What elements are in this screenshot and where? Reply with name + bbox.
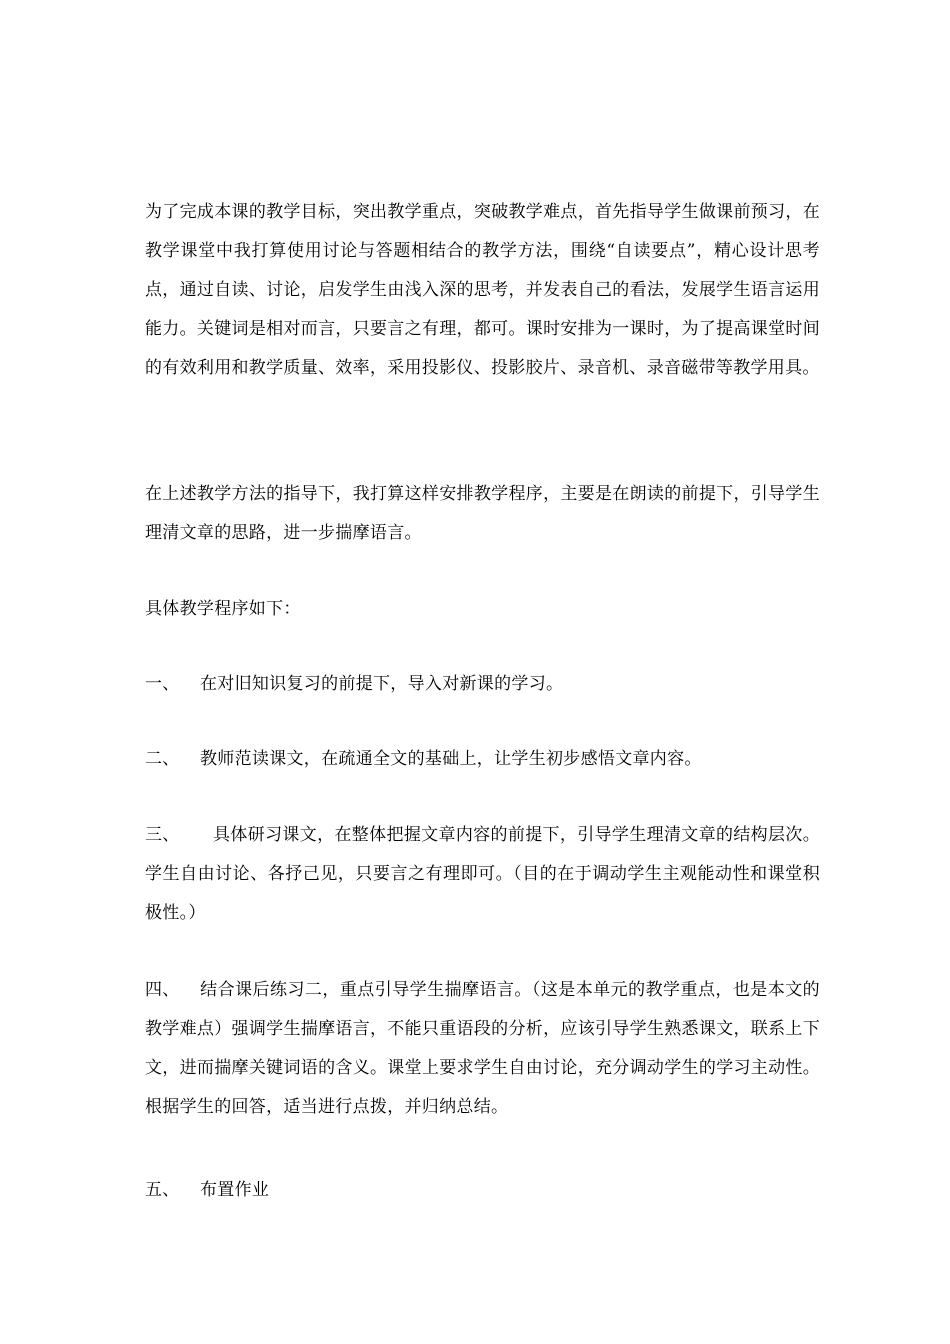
step-text: 具体研习课文，在整体把握文章内容的前提下，引导学生理清文章的结构层次。学生自由讨论、各抒己见，只要言之有理即可。（目的在于调动学生主观能动性和课堂积极性。） xyxy=(145,825,820,923)
step-number: 一、 xyxy=(145,674,180,694)
step-item-5 xyxy=(145,1171,820,1210)
step-number: 二、 xyxy=(145,749,180,769)
method-paragraph: 在上述教学方法的指导下，我打算这样安排教学程序，主要是在朗读的前提下，引导学生理清文章的思路，进一步揣摩语言。 xyxy=(145,484,820,543)
step-number: 四、 xyxy=(145,980,180,1000)
procedure-heading: 具体教学程序如下： xyxy=(145,599,301,619)
step-item-3 xyxy=(145,816,820,933)
intro-paragraph: 为了完成本课的教学目标，突出教学重点，突破教学难点，首先指导学生做课前预习，在教学课堂中我打算使用讨论与答题相结合的教学方法，围绕“自读要点”，精心设计思考点，通过自读、讨论，启发学生由浅入深的思考，并发表自己的看法，发展学生语言运用能力。关键词是相对而言，只要言之有理，都可。课时安排为一课时，为了提高课堂时间的有效利用和教学质量、效率，采用投影仪、投影胶片、录音机、录音磁带等教学用具。 xyxy=(145,202,820,378)
step-item-1 xyxy=(145,665,820,704)
step-item-2 xyxy=(145,740,820,779)
step-text: 布置作业 xyxy=(200,1180,270,1200)
step-number: 五、 xyxy=(145,1180,180,1200)
step-text: 结合课后练习二，重点引导学生揣摩语言。（这是本单元的教学重点，也是本文的教学难点）强调学生揣摩语言，不能只重语段的分析，应该引导学生熟悉课文，联系上下文，进而揣摩关键词语的含义。课堂上要求学生自由讨论，充分调动学生的学习主动性。根据学生的回答，适当进行点拨，并归纳总结。 xyxy=(145,980,820,1117)
step-text: 教师范读课文，在疏通全文的基础上，让学生初步感悟文章内容。 xyxy=(200,749,702,769)
step-number: 三、 xyxy=(145,825,180,845)
step-item-4 xyxy=(145,971,820,1127)
step-text: 在对旧知识复习的前提下，导入对新课的学习。 xyxy=(200,674,564,694)
